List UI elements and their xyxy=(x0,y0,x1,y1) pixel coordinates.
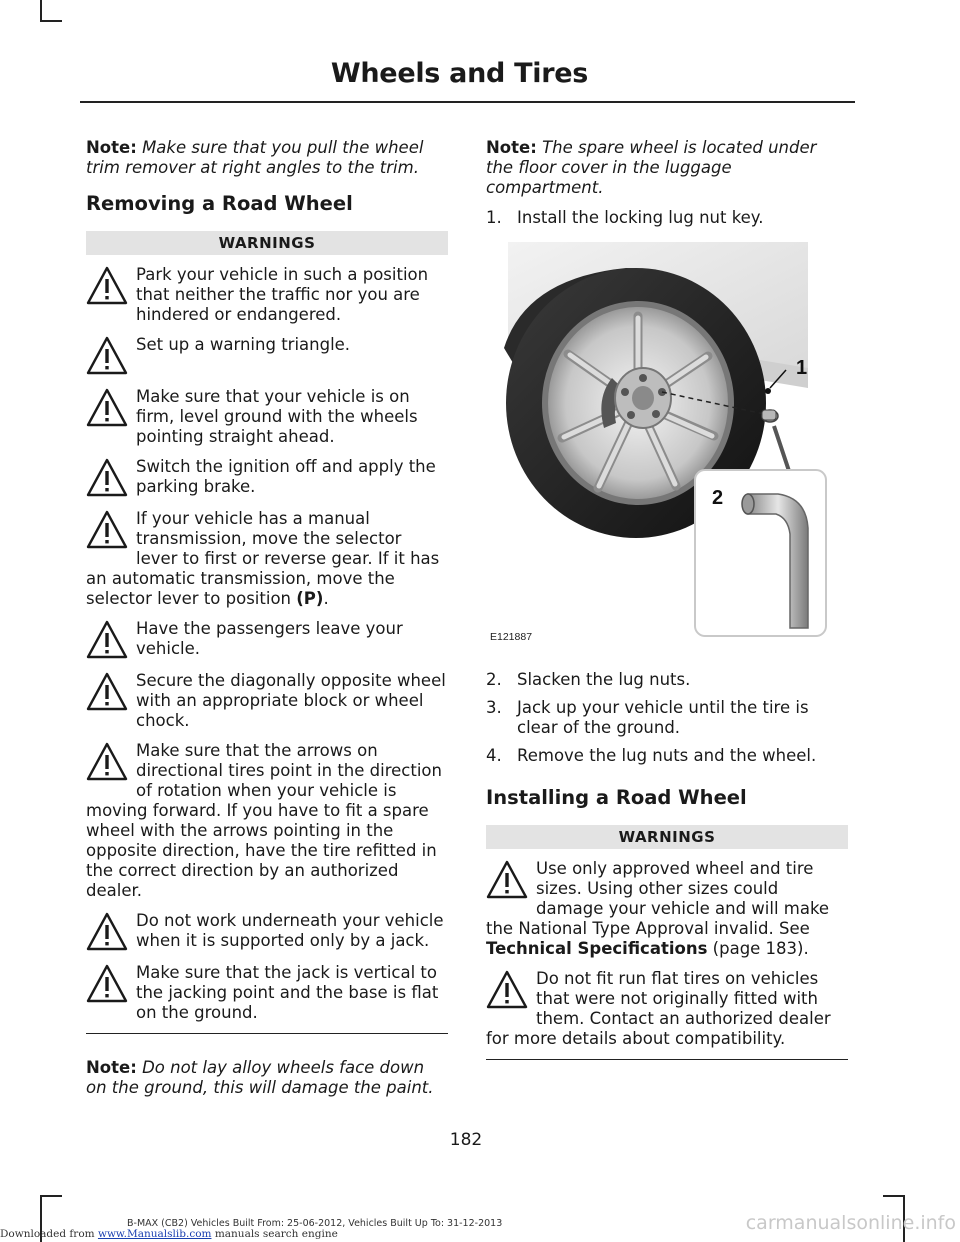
crop-mark xyxy=(40,20,62,22)
download-watermark: Downloaded from www.Manualslib.com manuals search engine xyxy=(0,1228,338,1240)
warning-item: Switch the ignition off and apply the parking brake. xyxy=(86,457,448,499)
header-rule xyxy=(80,101,855,103)
warnings-heading: WARNINGS xyxy=(486,825,848,849)
note-spare-wheel: Note: The spare wheel is located under the floor cover in the luggage compartment. xyxy=(486,138,817,197)
page-number: 182 xyxy=(449,1130,483,1150)
warning-item-transmission: If your vehicle has a manual transmission, move the selector lever to first or reverse gear. If it has an automatic transmission, move the selector lever to position (P). xyxy=(86,509,440,608)
section-title-installing: Installing a Road Wheel xyxy=(486,786,747,809)
warning-triangle-icon xyxy=(86,265,128,307)
warning-triangle-icon xyxy=(86,671,128,713)
manualslib-link[interactable]: www.Manualslib.com xyxy=(97,1228,212,1240)
warnings-end-rule xyxy=(86,1033,448,1034)
step-item: 2. Slacken the lug nuts. xyxy=(486,670,691,689)
callout-2: 2 xyxy=(712,487,724,509)
crop-mark xyxy=(40,0,42,22)
warning-item: Make sure that the arrows on directional tires point in the direction of rotation when your vehicle is moving forward. If you have to fit a spare wheel with the arrows pointing in the opposite direction, have the tire refitted in the correct direction by an authorized dealer. xyxy=(86,741,442,900)
warning-triangle-icon xyxy=(86,509,128,551)
warning-triangle-icon xyxy=(486,969,528,1011)
site-watermark: carmanualsonline.info xyxy=(745,1212,956,1234)
wheel-lug-key-illustration xyxy=(486,238,848,658)
warning-triangle-icon xyxy=(486,859,528,901)
warning-triangle-icon xyxy=(86,911,128,953)
steps-list xyxy=(486,670,848,766)
warning-item: Park your vehicle in such a position that neither the traffic nor you are hindered or endangered. xyxy=(86,265,448,325)
warning-item-sizes: Use only approved wheel and tire sizes. Using other sizes could damage your vehicle and will make the National Type Approval invalid. See Technical Specifications (page 183). xyxy=(486,859,830,958)
warnings-end-rule xyxy=(486,1059,848,1060)
warning-triangle-icon xyxy=(86,963,128,1005)
step-item: 4. Remove the lug nuts and the wheel. xyxy=(486,746,817,765)
warnings-heading: WARNINGS xyxy=(86,231,448,255)
note-wheel-trim: Note: Make sure that you pull the wheel trim remover at right angles to the trim. xyxy=(86,138,424,177)
warning-triangle-icon xyxy=(86,387,128,429)
warning-item: Secure the diagonally opposite wheel with an appropriate block or wheel chock. xyxy=(86,671,448,731)
callout-1: 1 xyxy=(796,357,808,379)
warning-item: Set up a warning triangle. xyxy=(86,335,448,377)
warning-item-run-flat: Do not fit run flat tires on vehicles that were not originally fitted with them. Contact an authorized dealer for more details about compatibility. xyxy=(486,969,831,1048)
warning-item: Have the passengers leave your vehicle. xyxy=(86,619,448,661)
crop-mark xyxy=(40,1195,62,1197)
step-item: 3. Jack up your vehicle until the tire is clear of the ground. xyxy=(486,698,809,737)
left-column xyxy=(86,138,448,1098)
warning-triangle-icon xyxy=(86,619,128,661)
section-title-removing: Removing a Road Wheel xyxy=(86,192,353,215)
steps-list xyxy=(486,208,848,228)
note-alloy-wheels: Note: Do not lay alloy wheels face down on the ground, this will damage the paint. xyxy=(86,1058,434,1097)
warning-item: Make sure that the jack is vertical to the jacking point and the base is flat on the ground. xyxy=(86,963,448,1023)
crop-mark xyxy=(883,1195,905,1197)
warning-item: Do not work underneath your vehicle when it is supported only by a jack. xyxy=(86,911,448,953)
footer-vehicle-info: B-MAX (CB2) Vehicles Built From: 25-06-2012, Vehicles Built Up To: 31-12-2013 xyxy=(127,1218,503,1229)
technical-specifications-link[interactable]: Technical Specifications xyxy=(486,939,708,958)
warning-triangle-icon xyxy=(86,457,128,499)
warning-triangle-icon xyxy=(86,741,128,783)
wheel-illustration xyxy=(486,238,848,658)
warning-item: Make sure that your vehicle is on firm, level ground with the wheels pointing straight ahead. xyxy=(86,387,448,447)
step-item: 1. Install the locking lug nut key. xyxy=(486,208,764,227)
page-title: Wheels and Tires xyxy=(330,58,588,89)
figure-code: E121887 xyxy=(490,631,533,643)
warning-triangle-icon xyxy=(86,335,128,377)
right-column xyxy=(486,138,848,1060)
